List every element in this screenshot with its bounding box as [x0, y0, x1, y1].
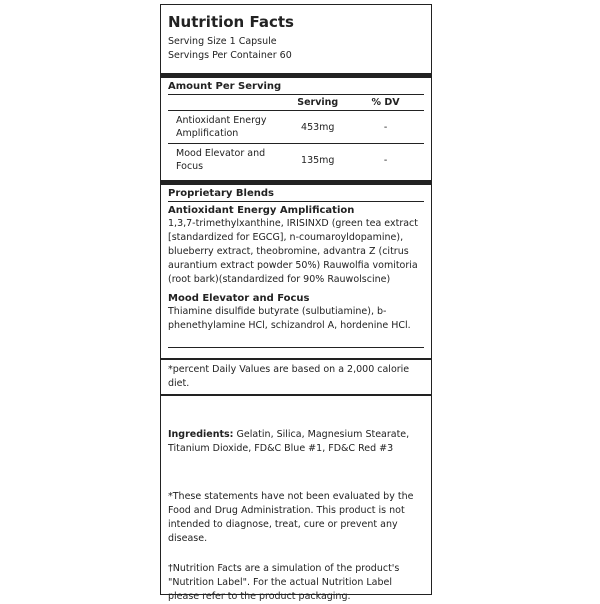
table-header-serving: Serving	[288, 95, 347, 111]
ingredients	[168, 396, 424, 456]
blend-ingredients: Thiamine disulfide butyrate (sulbutiamine), b-phenethylamine HCl, schizandrol A, hordenine HCl.	[168, 306, 411, 331]
table-header-name	[168, 95, 288, 111]
blend-ingredients: 1,3,7-trimethylxanthine, IRISINXD (green tea extract [standardized for EGCG], n-coumaroyldopamine), blueberry extract, theobromine, advantra Z (citrus aurantium extract powder 50%) Rauwolfia vomitoria (root bark)(standardized for 90% Rauwolscine)	[168, 218, 418, 285]
daily-value-footnote: *percent Daily Values are based on a 2,000 calorie diet.	[168, 364, 410, 389]
nutrition-label	[160, 4, 432, 602]
ingredients-text: Gelatin, Silica, Magnesium Stearate, Titanium Dioxide, FD&C Blue #1, FD&C Red #3	[168, 429, 410, 454]
servings-per-container: Servings Per Container 60	[168, 50, 292, 61]
table-header-row	[168, 95, 424, 111]
blend-name: Antioxidant Energy Amplification	[168, 205, 355, 216]
serving-table	[168, 95, 424, 176]
row-name: Mood Elevator and Focus	[176, 148, 266, 172]
fda-disclaimer: *These statements have not been evaluated by the Food and Drug Administration. This product is not intended to diagnose, treat, cure or prevent any disease.	[168, 491, 414, 544]
row-dv: -	[383, 154, 388, 166]
row-serving: 453mg	[288, 111, 347, 144]
label-title: Nutrition Facts	[168, 13, 294, 31]
serving-size: Serving Size 1 Capsule	[168, 36, 277, 47]
row-dv: -	[347, 111, 424, 144]
proprietary-blends-heading: Proprietary Blends	[168, 188, 274, 199]
ingredients-label: Ingredients:	[168, 429, 234, 440]
blend-name: Mood Elevator and Focus	[168, 293, 310, 304]
row-name: Antioxidant Energy Amplification	[168, 111, 288, 144]
simulation-note: †Nutrition Facts are a simulation of the product's "Nutrition Label". For the actual Nutrition Label please refer to the product packaging.	[168, 563, 400, 602]
amount-per-serving-heading: Amount Per Serving	[168, 81, 282, 92]
table-row	[168, 111, 424, 144]
table-header-dv: % DV	[347, 95, 424, 111]
blends-section	[168, 201, 424, 348]
table-row	[168, 144, 424, 177]
row-serving: 135mg	[301, 154, 335, 166]
